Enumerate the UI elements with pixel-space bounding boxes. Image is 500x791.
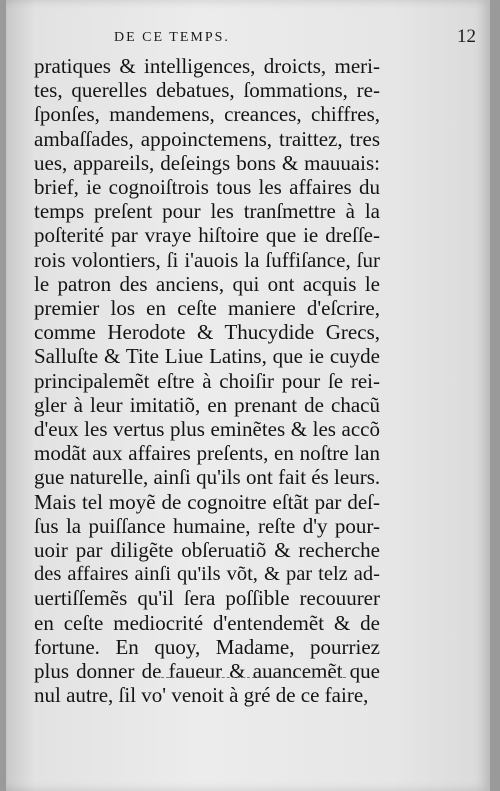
page-number: 12 <box>457 26 476 47</box>
text-line: des affaires ainſi qu'ils võt, & par telz ad- <box>34 563 380 586</box>
text-line: d'eux les vertus plus eminẽtes & les accõ <box>34 417 380 442</box>
running-title: DE CE TEMPS. <box>114 30 230 45</box>
book-page <box>6 0 490 791</box>
text-line: ambaſſades, appoinctemens, traittez, tres <box>34 126 380 151</box>
text-line: pratiques & intelligences, droicts, meri- <box>34 54 380 78</box>
text-line: uertiſſemẽs qu'il ſera poſſible recouurer <box>34 586 380 611</box>
text-line: en ceſte mediocrité d'entendemẽt & de <box>34 610 380 635</box>
text-line: tes, querelles debatues, ſommations, re- <box>34 78 380 103</box>
text-line: gue naturelle, ainſi qu'ils ont fait és leurs. <box>34 465 381 490</box>
text-line: plus donner de faueur & auancemẽt que <box>34 659 380 684</box>
text-line: brief, ie cognoiſtrois tous les affaires du <box>34 175 380 200</box>
text-line: le patron des anciens, qui ont acquis le <box>34 271 380 296</box>
text-line: rois volontiers, ſi i'auois la ſuffiſance, ſur <box>34 247 380 272</box>
text-line: fortune. En quoy, Madame, pourriez <box>34 634 380 659</box>
text-line: ſponſes, mandemens, creances, chiffres, <box>34 102 380 127</box>
body-text <box>34 54 380 707</box>
text-line: poſterité par vraye hiſtoire que ie dreſſe- <box>34 223 380 248</box>
text-line: nul autre, ſil vo' venoit à gré de ce faire, <box>34 683 369 708</box>
bleed-through-rule <box>156 677 346 679</box>
text-line: premier los en ceſte maniere d'eſcrire, <box>34 296 380 321</box>
text-line: ſus la puiſſance humaine, reſte d'y pour- <box>34 513 380 538</box>
text-line: principalemẽt eſtre à choiſir pour ſe rei- <box>34 368 380 393</box>
text-line: comme Herodote & Thucydide Grecs, <box>34 320 380 345</box>
text-line: temps preſent pour les tranſmettre à la <box>34 199 380 224</box>
text-line: uoir par diligẽte obſeruatiõ & recherche <box>34 538 380 563</box>
text-line: modãt aux affaires preſents, en noſtre lan <box>34 441 380 466</box>
text-line: Mais tel moyẽ de cognoitre eſtãt par deſ- <box>34 489 380 514</box>
text-line: Salluſte & Tite Liue Latins, que ie cuyde <box>34 344 380 369</box>
text-line: ues, appareils, deſeings bons & mauuais: <box>34 150 380 175</box>
text-line: gler à leur imitatiõ, en prenant de chacũ <box>34 392 380 417</box>
